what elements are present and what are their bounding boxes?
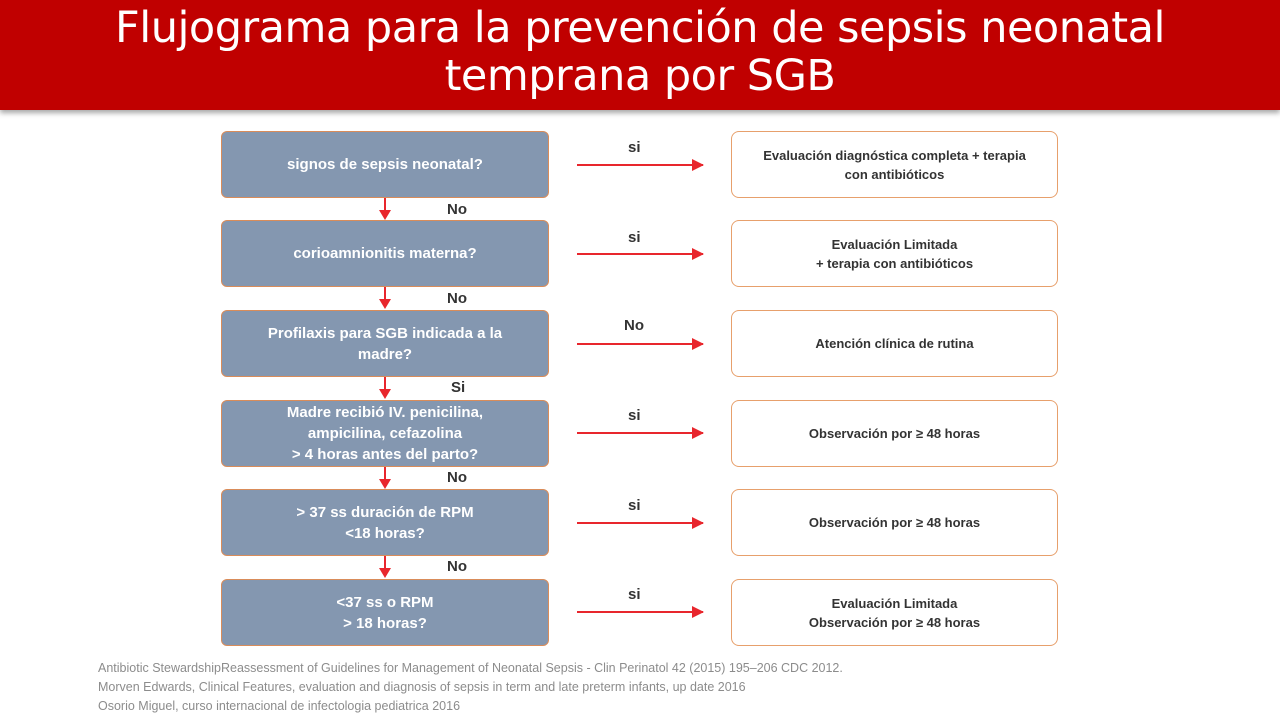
arrow-head-right xyxy=(692,338,704,350)
outcome-text: Atención clínica de rutina xyxy=(815,336,974,351)
outcome-text: Observación por ≥ 48 horas xyxy=(808,515,981,530)
arrow-head-down xyxy=(379,299,391,309)
outcome-text: Observación por ≥ 48 horas xyxy=(808,426,981,441)
branch-label-yes: si xyxy=(628,229,641,246)
question-text: Profilaxis para SGB indicada a la xyxy=(267,324,503,342)
question-box-rupture-duration xyxy=(221,489,549,556)
arrow-head-down xyxy=(379,568,391,578)
branch-label-no: No xyxy=(624,317,644,334)
arrow-head-down xyxy=(379,389,391,399)
question-text: > 4 horas antes del parto? xyxy=(291,446,479,463)
outcome-box-limited-evaluation-observation xyxy=(731,579,1058,646)
arrow-head-right xyxy=(692,517,704,529)
question-text: <37 ss o RPM xyxy=(336,593,434,611)
question-text: Madre recibió IV. penicilina, xyxy=(286,404,484,421)
slide-title xyxy=(0,4,1280,100)
title-line-2: temprana por SGB xyxy=(444,51,836,101)
question-box-preterm-rupture xyxy=(221,579,549,646)
outcome-text: con antibióticos xyxy=(844,166,945,182)
reference-line: Morven Edwards, Clinical Features, evaluation and diagnosis of sepsis in term and late preterm infants, up date 2016 xyxy=(98,680,746,694)
arrow-head-right xyxy=(692,427,704,439)
outcome-text: Observación por ≥ 48 horas xyxy=(808,614,981,630)
outcome-box-observation xyxy=(731,489,1058,556)
next-label-no: No xyxy=(447,469,467,486)
outcome-box-full-evaluation xyxy=(731,131,1058,198)
branch-label-yes: si xyxy=(628,586,641,603)
reference-line: Osorio Miguel, curso internacional de infectologia pediatrica 2016 xyxy=(98,699,461,713)
next-label-no: No xyxy=(447,290,467,307)
arrow-right xyxy=(577,253,703,255)
outcome-text: Evaluación Limitada xyxy=(831,236,958,252)
question-box-sepsis-signs xyxy=(221,131,549,198)
question-text: madre? xyxy=(357,345,413,363)
next-label-no: No xyxy=(447,201,467,218)
branch-label-yes: si xyxy=(628,407,641,424)
next-label-yes: Si xyxy=(451,379,466,396)
arrow-head-right xyxy=(692,159,704,171)
arrow-right xyxy=(577,432,703,434)
arrow-head-down xyxy=(379,210,391,220)
question-text: signos de sepsis neonatal? xyxy=(287,156,483,173)
question-box-gbs-prophylaxis xyxy=(221,310,549,377)
arrow-head-right xyxy=(692,248,704,260)
question-text: > 18 horas? xyxy=(343,614,427,632)
question-text: <18 horas? xyxy=(345,524,425,542)
reference-line: Antibiotic StewardshipReassessment of Guidelines for Management of Neonatal Sepsis - Clin Perinatol 42 (2015) 195–206 CDC 2012. xyxy=(98,661,843,675)
branch-label-yes: si xyxy=(628,497,641,514)
outcome-box-observation xyxy=(731,400,1058,467)
next-label-no: No xyxy=(447,558,467,575)
arrow-right xyxy=(577,164,703,166)
branch-label-yes: si xyxy=(628,139,641,156)
question-text: corioamnionitis materna? xyxy=(293,245,477,262)
references xyxy=(98,659,1198,716)
outcome-text: Evaluación Limitada xyxy=(831,595,958,611)
question-box-chorioamnionitis xyxy=(221,220,549,287)
outcome-box-routine-care xyxy=(731,310,1058,377)
arrow-head-down xyxy=(379,479,391,489)
title-line-1: Flujograma para la prevención de sepsis neonatal xyxy=(115,3,1165,53)
question-text: ampicilina, cefazolina xyxy=(307,425,463,442)
outcome-text: + terapia con antibióticos xyxy=(815,255,974,271)
arrow-head-right xyxy=(692,606,704,618)
title-bar xyxy=(0,0,1280,110)
outcome-box-limited-evaluation-antibiotics xyxy=(731,220,1058,287)
arrow-right xyxy=(577,522,703,524)
question-box-iv-antibiotics xyxy=(221,400,549,467)
arrow-right xyxy=(577,343,703,345)
outcome-text: Evaluación diagnóstica completa + terapia xyxy=(763,147,1026,163)
question-text: > 37 ss duración de RPM xyxy=(296,503,474,521)
arrow-right xyxy=(577,611,703,613)
